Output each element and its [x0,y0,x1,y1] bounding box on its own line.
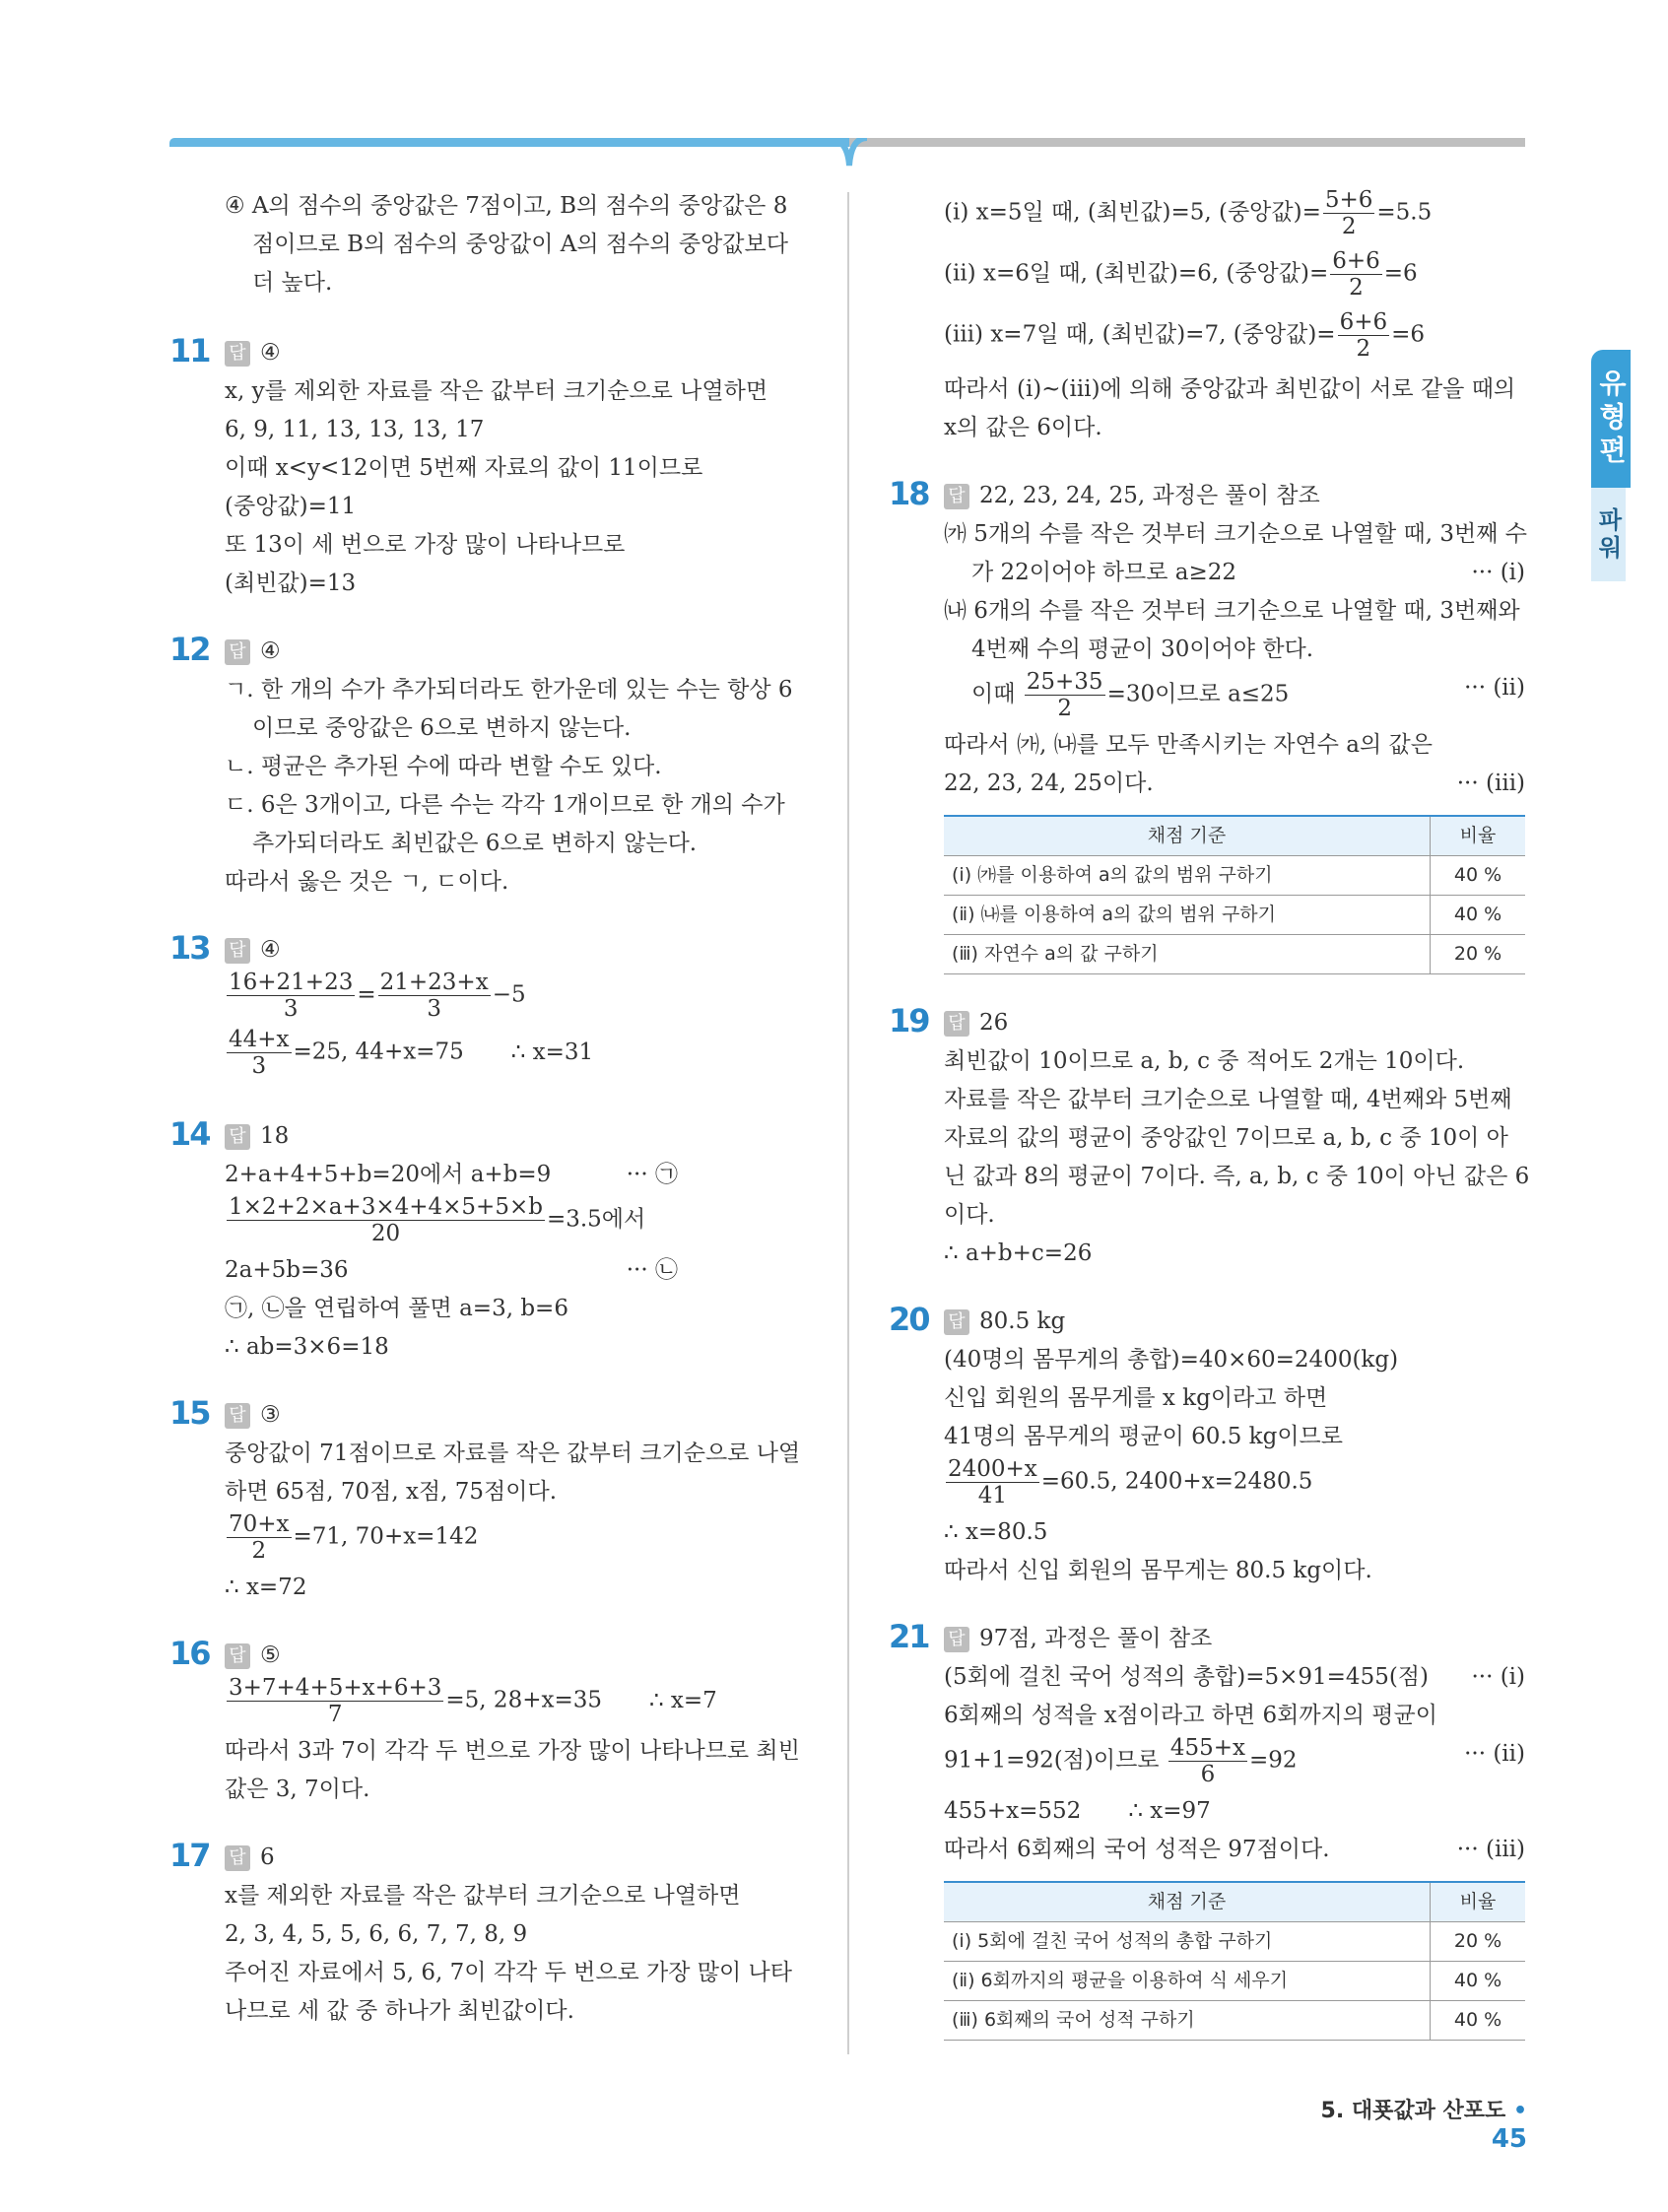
answer-label: 답 [225,639,250,665]
text-line: 하면 65점, 70점, x점, 75점이다. [225,1479,558,1505]
answer-value: 18 [260,1123,290,1149]
text-line: 2a+5b=36 ··· ㉡ [225,1257,678,1283]
text-line: 따라서 3과 7이 각각 두 번으로 가장 많이 나타나므로 최빈 [225,1738,800,1764]
answer-value: 6 [260,1844,275,1870]
fraction: $\frac{2400+x}{41}$ [948,1456,1037,1508]
text-line: (중앙값)=11 [225,494,357,519]
chapter-title: 5. 대푯값과 산포도 [1320,2099,1506,2123]
answer-label: 답 [944,1309,969,1335]
answer-label: 답 [225,1643,250,1669]
equation-line: $\frac{1\times 2+2\times a+3\times 4+4\times 5+5\times b}{20}$ =3.5에서 [229,1194,646,1246]
table-header: 비율 [1431,1882,1526,1922]
side-tab-main: 유형편 [1591,350,1631,488]
equation-line: (ⅲ) x=7일 때, (최빈값)=7, (중앙값)= $\frac{6+6}{2}$ =6 [944,309,1426,362]
side-tab-sub: 파워 [1591,488,1626,581]
table-row: (ⅲ) 6회째의 국어 성적 구하기 40 % [944,2001,1525,2041]
table-row: (ⅰ) ㈎를 이용하여 a의 값의 범위 구하기 40 % [944,856,1525,896]
problem-19 [889,1002,1530,1273]
fraction: $\frac{44+x}{3}$ [229,1027,290,1079]
problem-number: 12 [169,631,210,668]
text-line: 41명의 몸무게의 평균이 60.5 kg이므로 [944,1424,1343,1449]
text-line: 2, 3, 4, 5, 5, 6, 6, 7, 7, 8, 9 [225,1921,528,1947]
answer-value: 26 [979,1010,1009,1036]
problem-number: 13 [169,929,210,967]
problem-20 [889,1301,1525,1590]
fraction: $\frac{3+7+4+5+x+6+3}{7}$ [229,1675,442,1727]
answer-label: 답 [225,341,250,367]
problem-11 [169,332,816,603]
fraction: $\frac{455+x}{6}$ [1169,1735,1245,1787]
problem-number: 17 [169,1837,210,1874]
equation-line: $\frac{70+x}{2}$ =71, 70+x=142 [229,1511,479,1564]
text-line: ㈏ 6개의 수를 작은 것부터 크기순으로 나열할 때, 3번째와 [944,598,1520,624]
table-row: (ⅰ) 5회에 걸친 국어 성적의 총합 구하기 20 % [944,1922,1525,1962]
problem-13 [169,929,816,1088]
text-line: ㉠, ㉡을 연립하여 풀면 a=3, b=6 [225,1296,568,1321]
text-line: 더 높다. [252,270,333,296]
answer-value: 80.5 kg [979,1308,1066,1334]
text-line: 따라서 신입 회원의 몸무게는 80.5 kg이다. [944,1558,1372,1583]
header-notch [828,138,867,168]
page-number: 45 [1491,2124,1527,2154]
text-line: x, y를 제외한 자료를 작은 값부터 크기순으로 나열하면 [225,378,768,404]
bullet-icon: • [1512,2099,1527,2123]
table-header: 채점 기준 [944,1882,1431,1922]
problem-18 [889,475,1527,974]
grading-table [944,1881,1525,2041]
text-line: ㈎ 5개의 수를 작은 것부터 크기순으로 나열할 때, 3번째 수 [944,521,1527,547]
text-line: 값은 3, 7이다. [225,1776,370,1802]
text-line: 이므로 중앙값은 6으로 변하지 않는다. [252,715,632,741]
text-line: 주어진 자료에서 5, 6, 7이 각각 두 번으로 가장 많이 나타 [225,1960,792,1985]
text-line: 22, 23, 24, 25이다. ··· (ⅲ) [944,771,1525,796]
problem-16 [169,1635,816,1809]
equation-line: $\frac{16+21+23}{3}$ = $\frac{21+23+x}{3}$ −5 [229,970,526,1022]
equation-line: $\frac{2400+x}{41}$ =60.5, 2400+x=2480.5 [948,1456,1313,1508]
text-line: 따라서 ㈎, ㈏를 모두 만족시키는 자연수 a의 값은 [944,732,1433,758]
answer-value: ⑤ [260,1642,281,1668]
text-line: x를 제외한 자료를 작은 값부터 크기순으로 나열하면 [225,1883,741,1909]
text-line: x의 값은 6이다. [944,415,1102,440]
text-line: 또 13이 세 번으로 가장 많이 나타나므로 [225,532,626,558]
text-line: 가 22이어야 하므로 a≥22 ··· (ⅰ) [971,560,1525,585]
text-line: 따라서 옳은 것은 ㄱ, ㄷ이다. [225,869,509,895]
text-line: 닌 값과 8의 평균이 7이다. 즉, a, b, c 중 10이 아닌 값은 6 [944,1164,1530,1189]
column-divider [847,192,849,2054]
right-column [889,187,1530,2041]
header-bar-left [169,138,849,147]
text-line: ∴ x=72 [225,1575,307,1600]
answer-label: 답 [225,1124,250,1150]
side-tab[interactable] [1591,350,1640,581]
fraction: $\frac{6+6}{2}$ [1339,309,1388,362]
text-line: 이다. [944,1202,995,1228]
problem-number: 15 [169,1394,210,1432]
header-bar-right [849,138,1525,147]
text-line: 자료의 값의 평균이 중앙값인 7이므로 a, b, c 중 10이 아 [944,1125,1508,1151]
fraction: $\frac{21+23+x}{3}$ [379,970,489,1022]
fraction: $\frac{70+x}{2}$ [229,1511,290,1564]
equation-line: 91+1=92(점)이므로 $\frac{455+x}{6}$ =92 ··· (ⅱ) [944,1735,1525,1787]
answer-value: ③ [260,1402,281,1428]
left-column [169,187,816,2031]
text-line: 나므로 세 값 중 하나가 최빈값이다. [225,1998,574,2024]
text-line: 신입 회원의 몸무게를 x kg이라고 하면 [944,1385,1328,1411]
text-line: ∴ ab=3×6=18 [225,1334,389,1360]
fraction: $\frac{16+21+23}{3}$ [229,970,354,1022]
equation-line: $\frac{3+7+4+5+x+6+3}{7}$ =5, 28+x=35 ∴ x=7 [229,1675,717,1727]
text-line: ④ A의 점수의 중앙값은 7점이고, B의 점수의 중앙값은 8 [225,193,788,219]
fraction: $\frac{5+6}{2}$ [1324,187,1373,239]
problem-15 [169,1394,816,1607]
equation-line: $\frac{44+x}{3}$ =25, 44+x=75 ∴ x=31 [229,1027,594,1079]
grading-table [944,815,1525,974]
problem-number: 11 [169,332,210,369]
answer-label: 답 [944,484,969,509]
problem-number: 20 [889,1301,929,1338]
page-footer [1301,2094,1527,2154]
problem-number: 21 [889,1618,929,1655]
text-line: 최빈값이 10이므로 a, b, c 중 적어도 2개는 10이다. [944,1048,1465,1074]
problem-17 [169,1837,816,2031]
text-line: 6, 9, 11, 13, 13, 13, 17 [225,417,485,442]
text-line: 따라서 6회째의 국어 성적은 97점이다. ··· (ⅲ) [944,1837,1525,1862]
text-line: 이때 x<y<12이면 5번째 자료의 값이 11이므로 [225,455,703,481]
fraction: $\frac{6+6}{2}$ [1332,248,1380,301]
table-row: (ⅱ) 6회까지의 평균을 이용하여 식 세우기 40 % [944,1962,1525,2001]
text-line: 455+x=552 ∴ x=97 [944,1798,1211,1824]
text-line: 자료를 작은 값부터 크기순으로 나열할 때, 4번째와 5번째 [944,1087,1512,1112]
problem-number: 18 [889,475,929,512]
table-row: (ⅱ) ㈏를 이용하여 a의 값의 범위 구하기 40 % [944,896,1525,935]
answer-value: 97점, 과정은 풀이 참조 [979,1626,1213,1651]
text-line: 따라서 (ⅰ)~(ⅲ)에 의해 중앙값과 최빈값이 서로 같을 때의 [944,376,1516,402]
problem-number: 16 [169,1635,210,1672]
answer-label: 답 [225,1403,250,1429]
equation-line: (ⅱ) x=6일 때, (최빈값)=6, (중앙값)= $\frac{6+6}{2}$ =6 [944,248,1418,301]
text-line: ∴ a+b+c=26 [944,1240,1093,1266]
text-line: 6회째의 성적을 x점이라고 하면 6회까지의 평균이 [944,1703,1437,1728]
answer-label: 답 [225,1845,250,1871]
table-row: (ⅲ) 자연수 a의 값 구하기 20 % [944,935,1525,974]
fraction: $\frac{1\times 2+2\times a+3\times 4+4\times 5+5\times b}{20}$ [229,1194,543,1246]
equation-line: 이때 $\frac{25+35}{2}$ =30이므로 a≤25 ··· (ⅱ) [971,669,1525,721]
text-line: 점이므로 B의 점수의 중앙값이 A의 점수의 중앙값보다 [252,232,788,257]
text-line: ㄴ. 평균은 추가된 수에 따라 변할 수도 있다. [225,754,662,779]
text-line: 중앙값이 71점이므로 자료를 작은 값부터 크기순으로 나열 [225,1441,801,1466]
answer-label: 답 [944,1627,969,1652]
text-line: 2+a+4+5+b=20에서 a+b=9 ··· ㉠ [225,1162,678,1187]
answer-label: 답 [225,938,250,964]
problem-21 [889,1618,1525,2041]
answer-value: ④ [260,638,281,664]
answer-value: 22, 23, 24, 25, 과정은 풀이 참조 [979,483,1320,508]
text-line: ㄷ. 6은 3개이고, 다른 수는 각각 1개이므로 한 개의 수가 [225,792,785,818]
fraction: $\frac{25+35}{2}$ [1026,669,1103,721]
text-line: 4번째 수의 평균이 30이어야 한다. [971,637,1314,662]
text-line: ㄱ. 한 개의 수가 추가되더라도 한가운데 있는 수는 항상 6 [225,677,793,703]
problem-number: 14 [169,1115,210,1153]
problem-number: 19 [889,1002,929,1039]
text-line: (5회에 걸친 국어 성적의 총합)=5×91=455(점) ··· (ⅰ) [944,1664,1525,1690]
text-line: (최빈값)=13 [225,570,357,596]
problem-12 [169,631,816,902]
answer-value: ④ [260,937,281,963]
answer-value: ④ [260,340,281,366]
table-header: 비율 [1431,816,1526,856]
equation-line: (ⅰ) x=5일 때, (최빈값)=5, (중앙값)= $\frac{5+6}{2}$ =5.5 [944,187,1433,239]
text-line: (40명의 몸무게의 총합)=40×60=2400(kg) [944,1347,1399,1373]
table-header: 채점 기준 [944,816,1431,856]
answer-label: 답 [944,1011,969,1037]
text-line: 추가되더라도 최빈값은 6으로 변하지 않는다. [252,831,698,856]
problem-14 [169,1115,816,1367]
text-line: ∴ x=80.5 [944,1519,1048,1545]
